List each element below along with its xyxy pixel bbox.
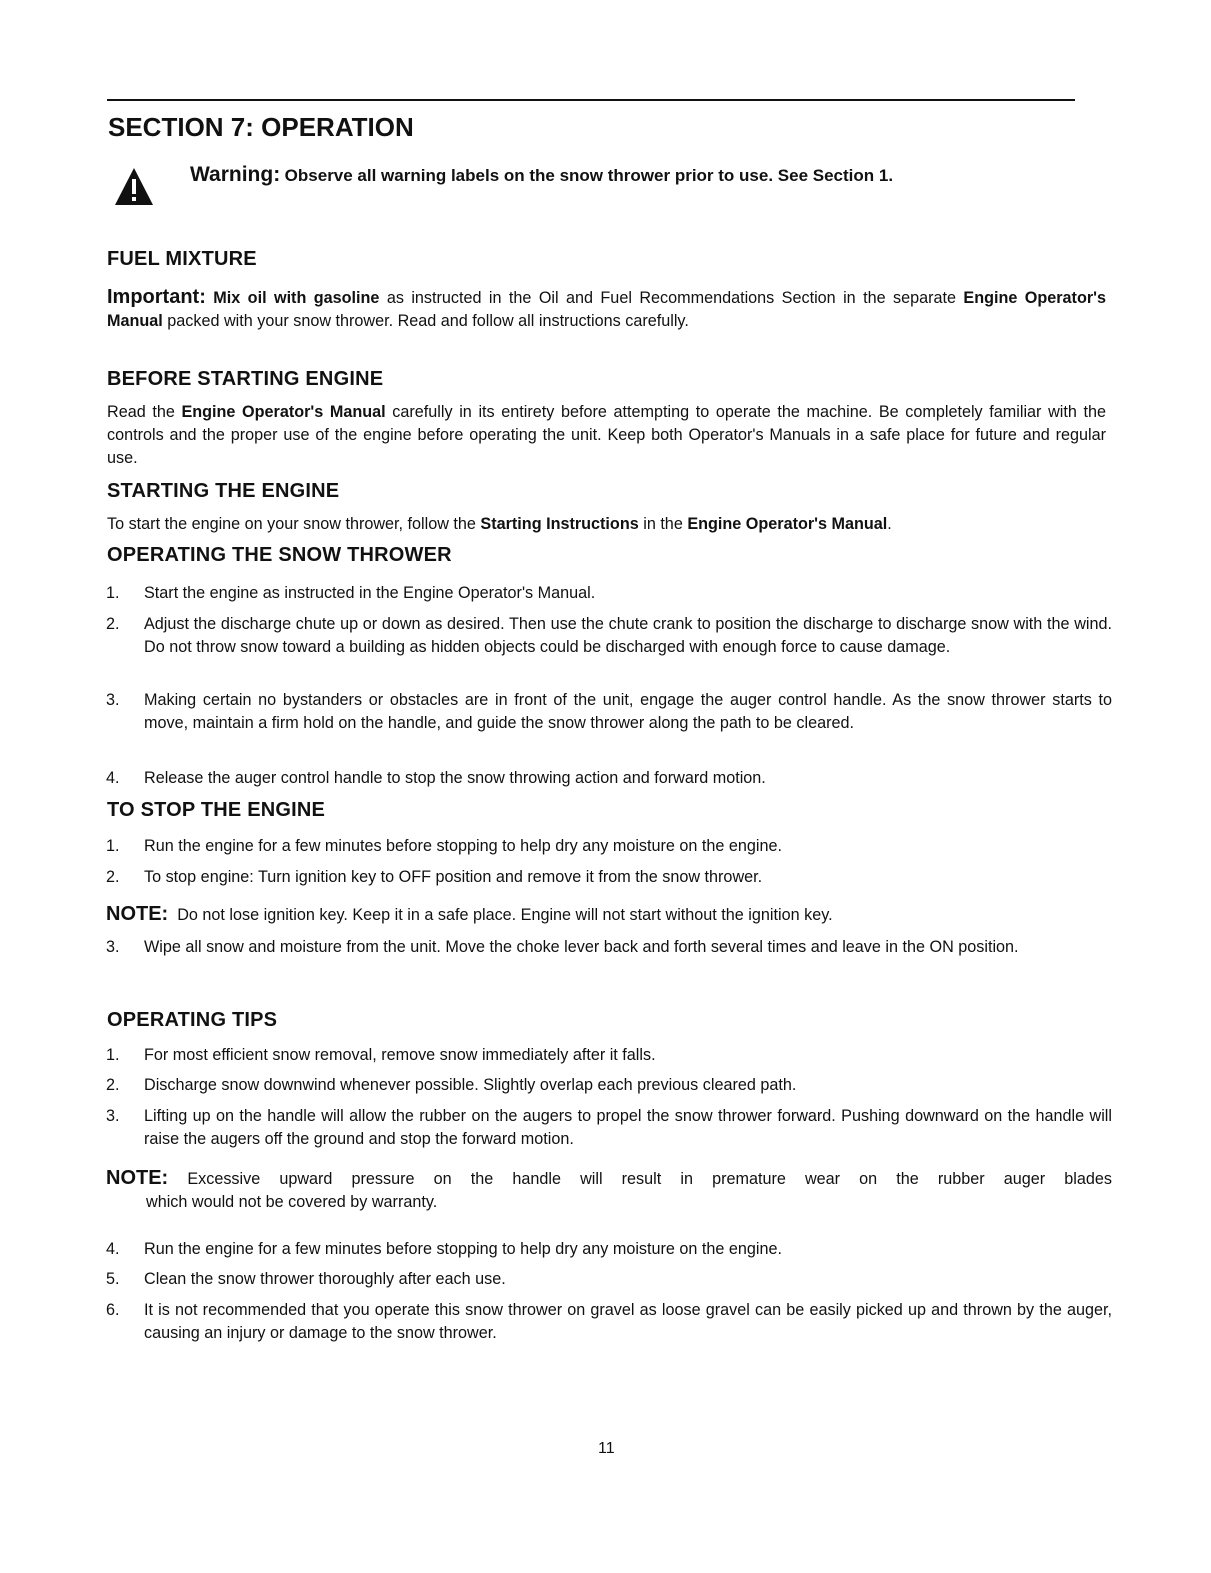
fuel-mixture-text: Important: Mix oil with gasoline as instructed in the Oil and Fuel Recommendations Section in the separate Engine Operator's Manual packed with your snow thrower. Read and follow all instructions carefully.	[107, 286, 1106, 330]
before-starting-text: Read the Engine Operator's Manual carefully in its entirety before attempting to operate the machine. Be completely familiar with the controls and the proper use of the engine before operating the unit. Keep both Operator's Manuals in a safe place for future and regular use.	[107, 403, 1106, 467]
note-label: NOTE:	[106, 903, 169, 925]
important-label: Important:	[107, 286, 206, 308]
stop-engine-heading: TO STOP THE ENGINE	[107, 799, 326, 821]
page-number: 11	[598, 1440, 615, 1457]
operating-tips-heading: OPERATING TIPS	[107, 1009, 278, 1031]
note-label: NOTE:	[106, 1167, 169, 1189]
stop-engine-note: NOTE: Do not lose ignition key. Keep it in a safe place. Engine will not start without the ignition key.	[106, 903, 833, 925]
list-item: 2. Adjust the discharge chute up or down as desired. Then use the chute crank to position the discharge to discharge snow with the wind. Do not throw snow toward a building as hidden objects could be discharged with enough force to cause damage.	[106, 615, 1112, 656]
list-item: 1. For most efficient snow removal, remove snow immediately after it falls.	[106, 1046, 656, 1064]
warning-line	[190, 163, 893, 187]
top-rule	[107, 99, 1075, 101]
warning-triangle-icon	[114, 166, 154, 206]
list-item: 3. Wipe all snow and moisture from the unit. Move the choke lever back and forth several times and leave in the ON position.	[106, 938, 1019, 956]
list-item: 2. Discharge snow downwind whenever possible. Slightly overlap each previous cleared path.	[106, 1076, 797, 1094]
starting-engine-heading: STARTING THE ENGINE	[107, 480, 340, 502]
tips-note: NOTE: Excessive upward pressure on the handle will result in premature wear on the rubber auger blades which would not be covered by warranty.	[106, 1167, 1113, 1211]
list-item: 3. Lifting up on the handle will allow the rubber on the augers to propel the snow thrower forward. Pushing downward on the handle will raise the augers off the ground and stop the forward motion.	[106, 1107, 1112, 1148]
list-item: 1. Run the engine for a few minutes before stopping to help dry any moisture on the engine.	[106, 837, 783, 855]
starting-engine-text: To start the engine on your snow thrower, follow the Starting Instructions in the Engine Operator's Manual.	[107, 515, 892, 533]
list-item: 5. Clean the snow thrower thoroughly after each use.	[106, 1270, 506, 1288]
list-item: 3. Making certain no bystanders or obstacles are in front of the unit, engage the auger control handle. As the snow thrower starts to move, maintain a firm hold on the handle, and guide the snow thrower along the path to be cleared.	[106, 691, 1112, 732]
list-item: 1. Start the engine as instructed in the Engine Operator's Manual.	[106, 584, 596, 602]
operating-heading: OPERATING THE SNOW THROWER	[107, 544, 452, 566]
list-item: 6. It is not recommended that you operate this snow thrower on gravel as loose gravel can be easily picked up and thrown by the auger, causing an injury or damage to the snow thrower.	[106, 1301, 1112, 1342]
section-title: SECTION 7: OPERATION	[108, 112, 414, 142]
list-item: 4. Run the engine for a few minutes before stopping to help dry any moisture on the engine.	[106, 1240, 783, 1258]
list-item: 2. To stop engine: Turn ignition key to OFF position and remove it from the snow thrower.	[106, 868, 763, 886]
list-item: 4. Release the auger control handle to stop the snow throwing action and forward motion.	[106, 769, 766, 787]
fuel-mixture-heading: FUEL MIXTURE	[107, 248, 257, 270]
warning-text: Observe all warning labels on the snow thrower prior to use. See Section 1.	[284, 166, 894, 185]
warning-label: Warning:	[190, 163, 281, 186]
before-starting-heading: BEFORE STARTING ENGINE	[107, 368, 384, 390]
